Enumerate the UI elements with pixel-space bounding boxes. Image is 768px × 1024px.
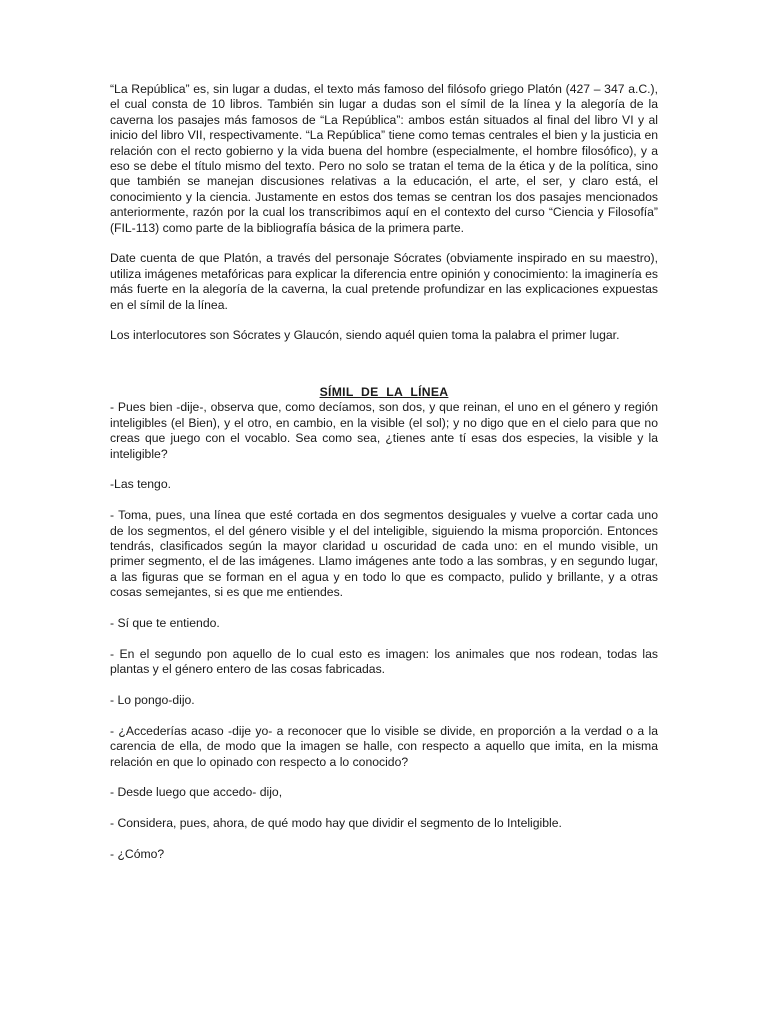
- dialogue-line-1: - Pues bien -dije-, observa que, como decíamos, son dos, y que reinan, el uno en el género y región inteligibles (el Bien), y el otro, en cambio, en la visible (el sol); y no digo que en el cielo para que no creas que juego con el vocablo. Sea como sea, ¿tienes ante tí esas dos especies, la visible y la inteligible?: [110, 400, 658, 461]
- section-title: SÍMIL DE LA LÍNEA: [319, 384, 449, 399]
- dialogue-line-6: - Lo pongo-dijo.: [110, 692, 195, 707]
- dialogue-line-7: - ¿Accederías acaso -dije yo- a reconocer que lo visible se divide, en proporción a la verdad o a la carencia de ella, de modo que la imagen se halle, con respecto a aquello que imita, en la misma relación en que lo opinado con respecto a lo conocido?: [110, 723, 658, 769]
- intro-paragraph-1: “La República” es, sin lugar a dudas, el texto más famoso del filósofo griego Platón (427 – 347 a.C.), el cual consta de 10 libros. También sin lugar a dudas son el símil de la línea y la alegoría de la caverna los pasajes más famosos de “La República”: ambos están situados al final del libro VI y al inicio del libro VII, respectivamente. “La República” tiene como temas centrales el bien y la justicia en relación con el recto gobierno y la vida buena del hombre (especialmente, el hombre filosófico), y a eso se debe el título mismo del texto. Pero no solo se tratan el tema de la ética y de la política, sino que también se manejan discusiones relativas a la educación, el arte, el ser, y claro está, el conocimiento y la ciencia. Justamente en estos dos temas se centran los dos pasajes mencionados anteriormente, razón por la cual los transcribimos aquí en el contexto del curso “Ciencia y Filosofía” (FIL-113) como parte de la bibliografía básica de la primera parte.: [110, 82, 658, 235]
- dialogue-line-10: - ¿Cómo?: [110, 846, 165, 861]
- dialogue-line-2: -Las tengo.: [110, 477, 171, 492]
- dialogue-line-8: - Desde luego que accedo- dijo,: [110, 785, 283, 800]
- dialogue-line-9: - Considera, pues, ahora, de qué modo hay que dividir el segmento de lo Inteligible.: [110, 816, 562, 831]
- intro-paragraph-3: Los interlocutores son Sócrates y Glaucón, siendo aquél quien toma la palabra el primer lugar.: [110, 328, 620, 343]
- document-page: [110, 82, 658, 862]
- dialogue-line-5: - En el segundo pon aquello de lo cual esto es imagen: los animales que nos rodean, todas las plantas y el género entero de las cosas fabricadas.: [110, 646, 658, 677]
- intro-paragraph-2: Date cuenta de que Platón, a través del personaje Sócrates (obviamente inspirado en su maestro), utiliza imágenes metafóricas para explicar la diferencia entre opinión y conocimiento: la imaginería es más fuerte en la alegoría de la caverna, la cual pretende profundizar en las explicaciones expuestas en el símil de la línea.: [110, 251, 658, 312]
- dialogue-line-4: - Sí que te entiendo.: [110, 615, 220, 630]
- dialogue-line-3: - Toma, pues, una línea que esté cortada en dos segmentos desiguales y vuelve a cortar cada uno de los segmentos, el del género visible y el del inteligible, siguiendo la misma proporción. Entonces tendrás, clasificados según la mayor claridad u oscuridad de cada uno: en el mundo visible, un primer segmento, el de las imágenes. Llamo imágenes ante todo a las sombras, y en segundo lugar, a las figuras que se forman en el agua y en todo lo que es compacto, pulido y brillante, y a otras cosas semejantes, si es que me entiendes.: [110, 508, 658, 600]
